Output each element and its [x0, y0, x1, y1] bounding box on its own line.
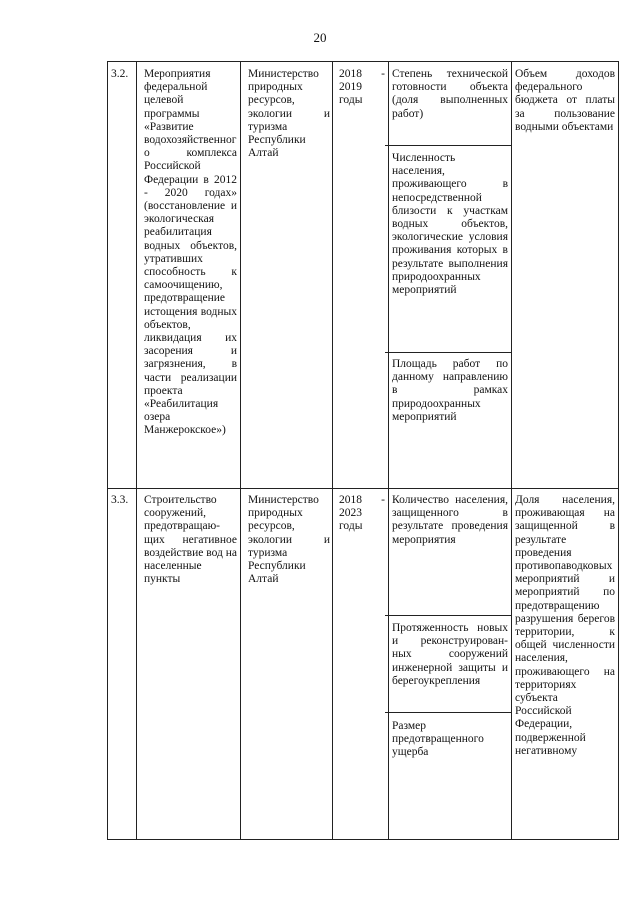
indicator: Протяженность новых и реконструирован-ных сооружений инженерной защиты и берегоукрепления — [392, 622, 508, 687]
col-divider — [136, 61, 137, 840]
goal-indicator: Доля населения, проживающая на защищенной в результате проведения противопаводковых мероприятий и мероприятий по предотвращению разрушения берегов территории, к общей численности населения, проживающего на территориях субъекта Российской Федерации, подверженной негативному — [515, 494, 615, 757]
indicator-divider — [385, 352, 511, 353]
table-border-top — [107, 61, 619, 62]
indicator-divider — [385, 712, 511, 713]
row-divider — [107, 488, 619, 489]
indicator: Численность населения, проживающего в непосредственной близости к участкам водных объектов, экологические условия проживания которых в результате выполнения природоохранных мероприятий — [392, 152, 508, 297]
indicator-divider — [385, 615, 511, 616]
indicator: Размер предотвращенного ущерба — [392, 720, 484, 759]
event-description: Мероприятия федеральной целевой программы «Развитие водохозяйственного комплекса Российской Федерации в 2012 - 2020 годах» (восстановление и экологическая реабилитация водных объектов, утративших способность к самоочищению, предотвращение истощения водных объектов, ликвидация их засорения и загрязнения, в части реализации проекта «Реабилитация озера Манжерокское») — [144, 68, 237, 437]
col-divider — [240, 61, 241, 840]
row-number: 3.3. — [111, 494, 129, 506]
indicator-divider — [385, 145, 511, 146]
table-border-bottom — [107, 839, 619, 840]
col-divider — [332, 61, 333, 840]
goal-indicator: Объем доходов федерального бюджета от платы за пользование водными объектами — [515, 68, 615, 133]
indicator: Количество населения, защищенного в результате проведения мероприятия — [392, 494, 508, 546]
executor: Министерство природных ресурсов, экологии и туризма Республики Алтай — [248, 68, 330, 160]
period: 2018 - 2023 годы — [339, 494, 385, 533]
col-divider — [388, 61, 389, 840]
executor: Министерство природных ресурсов, экологии и туризма Республики Алтай — [248, 494, 330, 586]
row-number: 3.2. — [111, 68, 129, 80]
indicator: Степень технической готовности объекта (доля выполненных работ) — [392, 68, 508, 120]
col-divider — [511, 61, 512, 840]
indicator: Площадь работ по данному направлению в рамках природоохранных мероприятий — [392, 358, 508, 423]
table-border-left — [107, 61, 108, 840]
table-border-right — [618, 61, 619, 840]
page-number: 20 — [313, 30, 327, 45]
measures-table — [107, 61, 619, 840]
period: 2018 - 2019 годы — [339, 68, 385, 107]
event-description: Строительство сооружений, предотвращаю-щих негативное воздействие вод на населенные пункты — [144, 494, 237, 586]
